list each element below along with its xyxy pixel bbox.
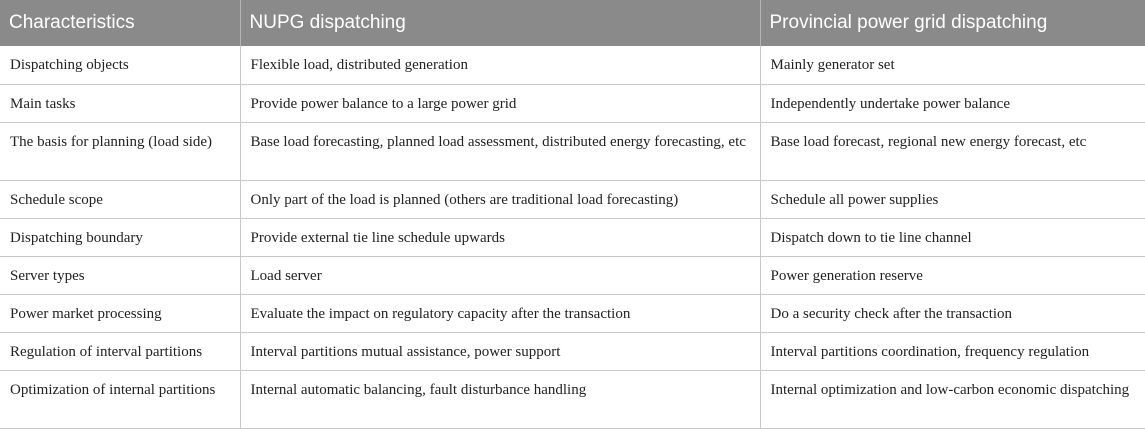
table-row (0, 122, 1145, 180)
table-cell: Server types (0, 256, 240, 294)
table-cell: Dispatching boundary (0, 218, 240, 256)
table-cell: Interval partitions coordination, frequency regulation (760, 332, 1145, 370)
table-cell: Only part of the load is planned (others are traditional load forecasting) (240, 180, 760, 218)
table-cell: Independently undertake power balance (760, 84, 1145, 122)
header-row (0, 0, 1145, 46)
table-cell: Base load forecast, regional new energy forecast, etc (760, 122, 1145, 180)
table-cell: Dispatch down to tie line channel (760, 218, 1145, 256)
table-cell: Evaluate the impact on regulatory capacity after the transaction (240, 294, 760, 332)
table-cell: Flexible load, distributed generation (240, 46, 760, 84)
table-cell: Provide external tie line schedule upwards (240, 218, 760, 256)
table-row (0, 332, 1145, 370)
table-cell: Mainly generator set (760, 46, 1145, 84)
table-row (0, 370, 1145, 428)
table-cell: Do a security check after the transaction (760, 294, 1145, 332)
table-row (0, 84, 1145, 122)
table-cell: Schedule all power supplies (760, 180, 1145, 218)
header-nupg-dispatching: NUPG dispatching (240, 0, 760, 46)
table-cell: Schedule scope (0, 180, 240, 218)
header-provincial-dispatching: Provincial power grid dispatching (760, 0, 1145, 46)
table-cell: Power generation reserve (760, 256, 1145, 294)
table-row (0, 180, 1145, 218)
table-row (0, 256, 1145, 294)
table-row (0, 218, 1145, 256)
table-cell: Main tasks (0, 84, 240, 122)
table-cell: Interval partitions mutual assistance, power support (240, 332, 760, 370)
table-cell: Provide power balance to a large power grid (240, 84, 760, 122)
table-cell: Base load forecasting, planned load assessment, distributed energy forecasting, etc (240, 122, 760, 180)
table-cell: Regulation of interval partitions (0, 332, 240, 370)
table-cell: Optimization of internal partitions (0, 370, 240, 428)
header-characteristics: Characteristics (0, 0, 240, 46)
table-cell: Internal automatic balancing, fault disturbance handling (240, 370, 760, 428)
table-cell: Load server (240, 256, 760, 294)
table-body (0, 46, 1145, 428)
table-cell: Internal optimization and low-carbon economic dispatching (760, 370, 1145, 428)
table-cell: The basis for planning (load side) (0, 122, 240, 180)
table-header (0, 0, 1145, 46)
table-cell: Dispatching objects (0, 46, 240, 84)
table-cell: Power market processing (0, 294, 240, 332)
table-row (0, 46, 1145, 84)
table-row (0, 294, 1145, 332)
